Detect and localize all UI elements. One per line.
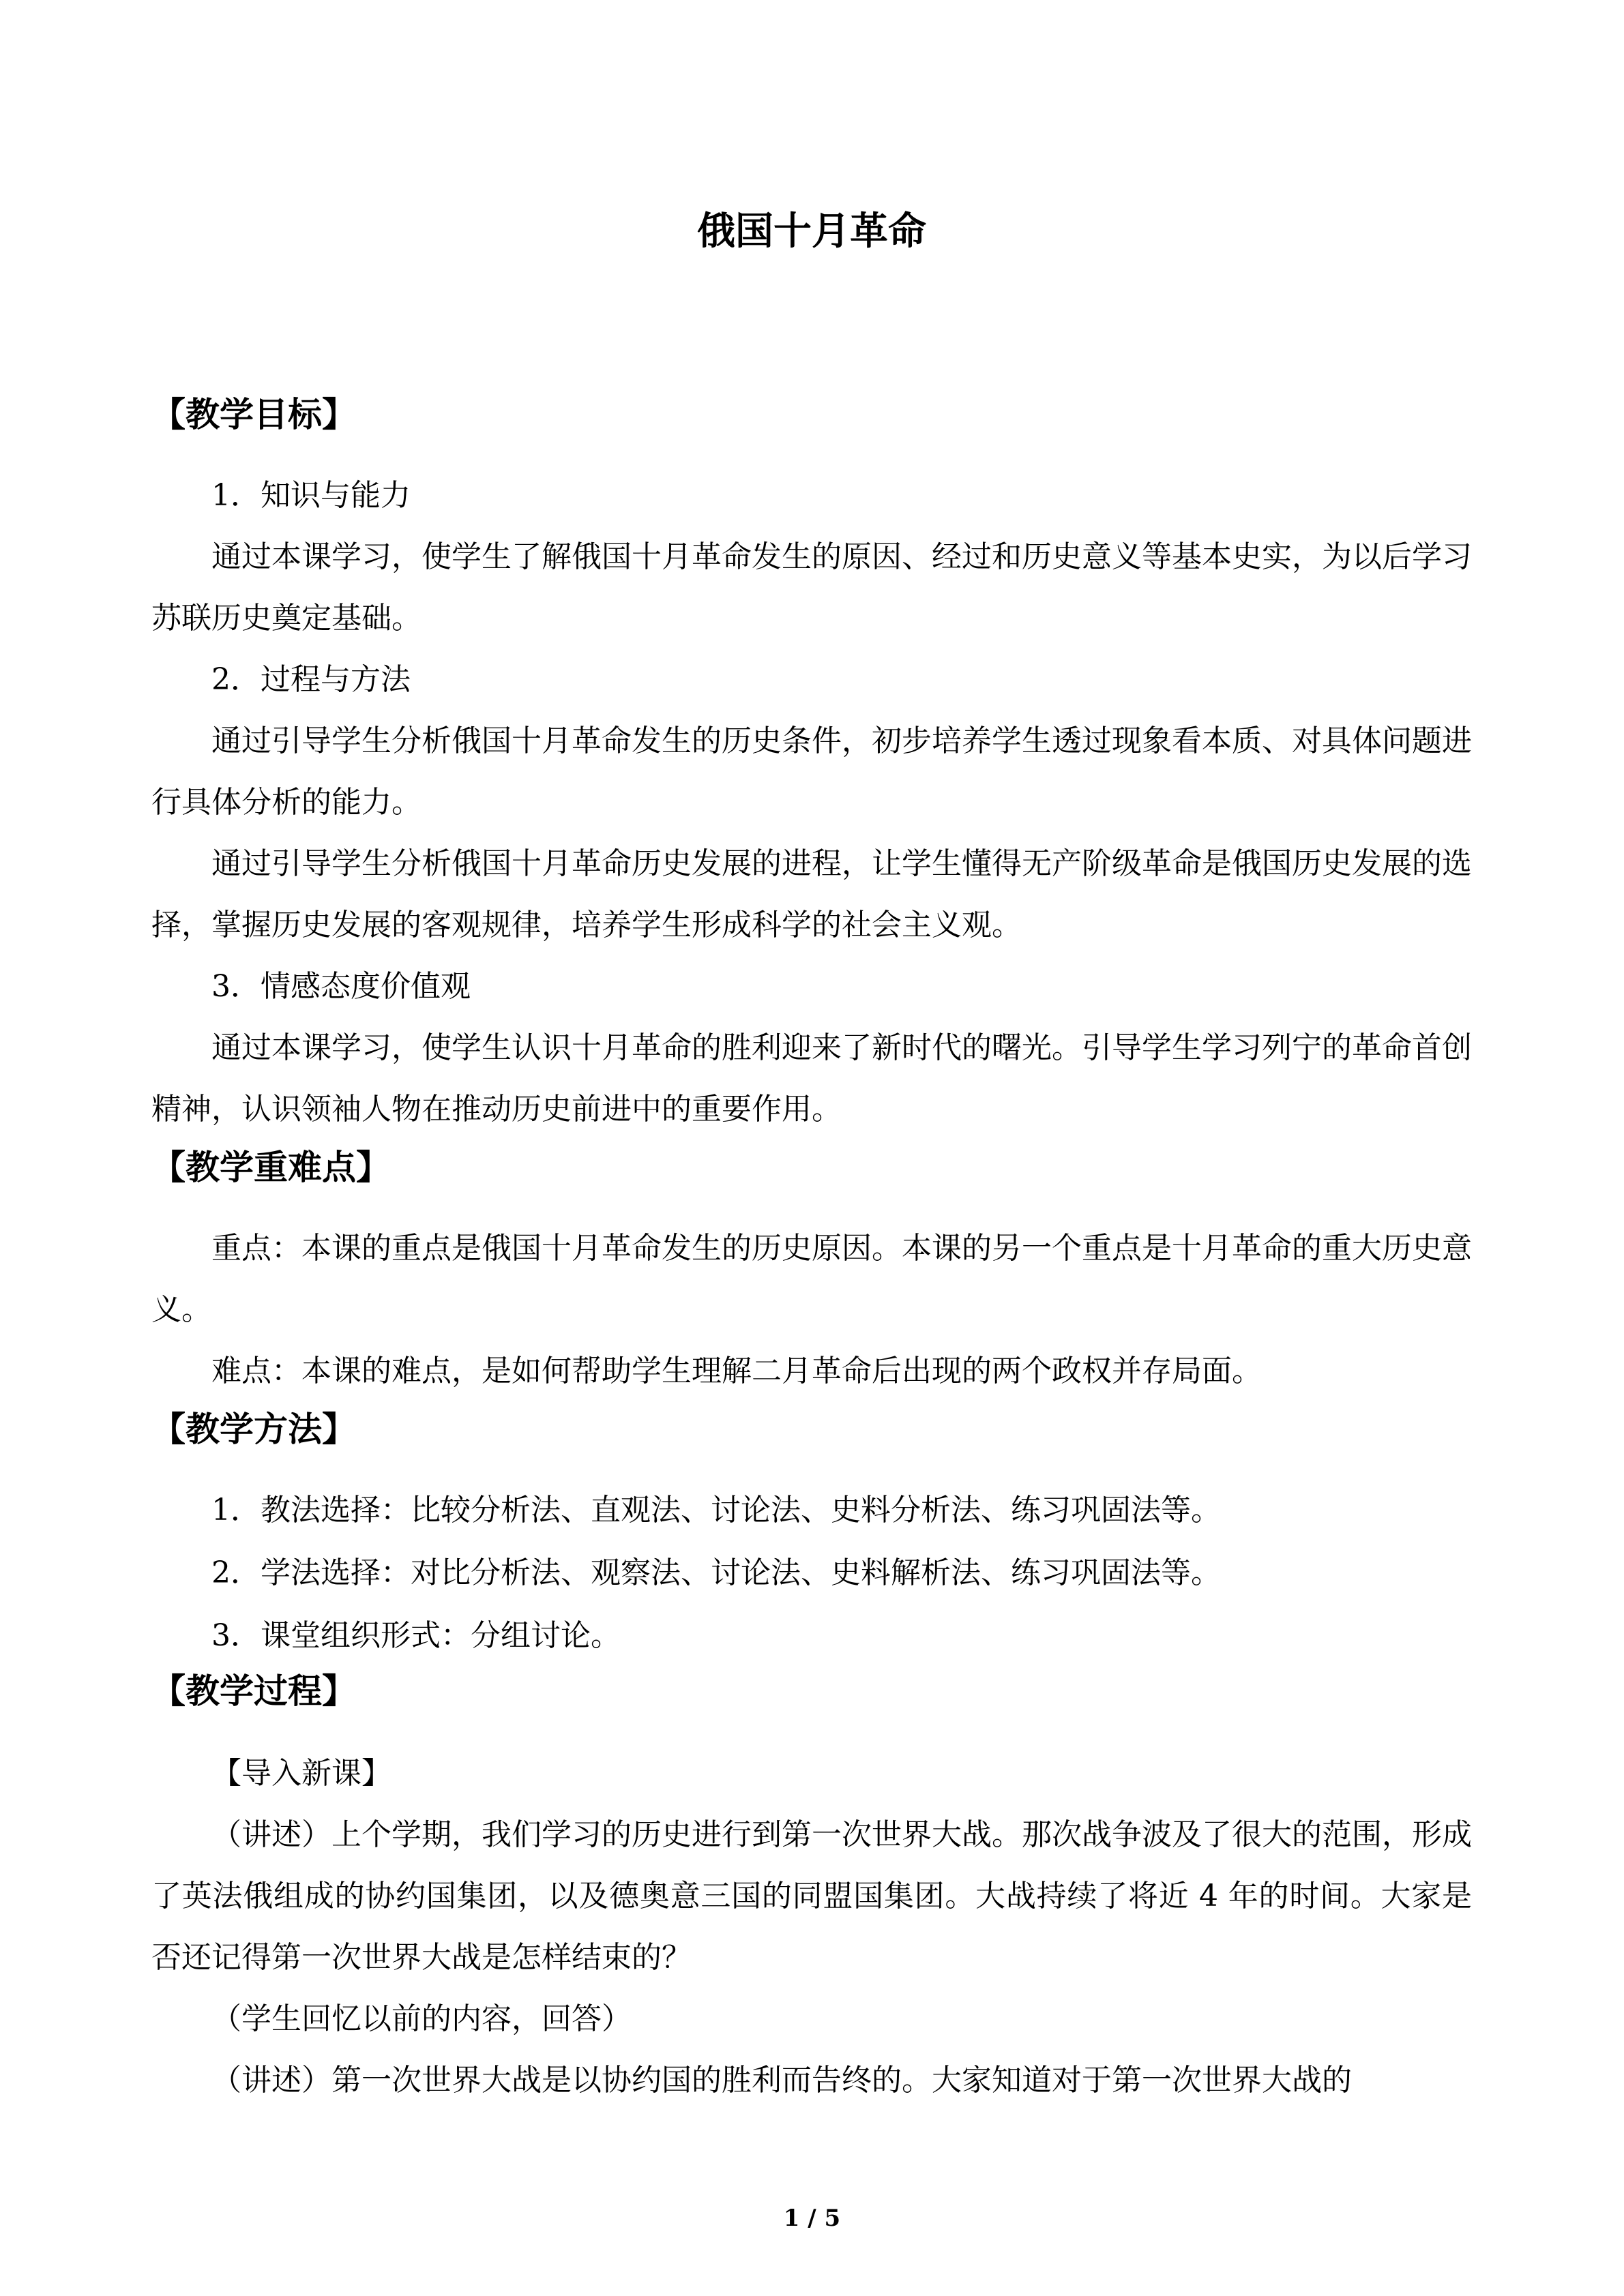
process-paragraph-1: （讲述）上个学期，我们学习的历史进行到第一次世界大战。那次战争波及了很大的范围，形成了英法俄组成的协约国集团，以及德奥意三国的同盟国集团。大战持续了将近 4 年的时间。大家是否还记得第一次世界大战是怎样结束的？ (151, 1817, 1472, 1975)
section-heading-key-points: 【教学重难点】 (151, 1148, 390, 1187)
process-sub-heading: 【导入新课】 (211, 1756, 392, 1791)
objective-item-process: 2．过程与方法 (211, 662, 411, 697)
document-title: 俄国十月革命 (697, 209, 926, 254)
objective-paragraph-process-2: 通过引导学生分析俄国十月革命历史发展的进程，让学生懂得无产阶级革命是俄国历史发展的选择，掌握历史发展的客观规律，培养学生形成科学的社会主义观。 (151, 846, 1472, 942)
objective-item-emotion: 3．情感态度价值观 (211, 969, 471, 1004)
method-item-organization: 3．课堂组织形式：分组讨论。 (211, 1618, 621, 1653)
section-heading-process: 【教学过程】 (151, 1671, 356, 1711)
method-item-learning: 2．学法选择：对比分析法、观察法、讨论法、史料解析法、练习巩固法等。 (211, 1555, 1221, 1590)
section-heading-objectives: 【教学目标】 (151, 395, 356, 434)
section-heading-methods: 【教学方法】 (151, 1410, 356, 1449)
page-number: 1 / 5 (783, 2205, 841, 2232)
difficulty-paragraph: 难点：本课的难点，是如何帮助学生理解二月革命后出现的两个政权并存局面。 (211, 1354, 1262, 1388)
objective-item-knowledge: 1．知识与能力 (211, 478, 411, 513)
key-point-paragraph: 重点：本课的重点是俄国十月革命发生的历史原因。本课的另一个重点是十月革命的重大历史意义。 (151, 1231, 1472, 1327)
method-item-teaching: 1．教法选择：比较分析法、直观法、讨论法、史料分析法、练习巩固法等。 (211, 1493, 1221, 1527)
objective-paragraph-process-1: 通过引导学生分析俄国十月革命发生的历史条件，初步培养学生透过现象看本质、对具体问题进行具体分析的能力。 (151, 724, 1472, 820)
objective-paragraph-emotion: 通过本课学习，使学生认识十月革命的胜利迎来了新时代的曙光。引导学生学习列宁的革命首创精神，认识领袖人物在推动历史前进中的重要作用。 (151, 1030, 1472, 1127)
process-paragraph-2: （学生回忆以前的内容，回答） (211, 2001, 632, 2036)
process-paragraph-3: （讲述）第一次世界大战是以协约国的胜利而告终的。大家知道对于第一次世界大战的 (211, 2063, 1352, 2098)
objective-paragraph-knowledge: 通过本课学习，使学生了解俄国十月革命发生的原因、经过和历史意义等基本史实，为以后学习苏联历史奠定基础。 (151, 539, 1472, 636)
